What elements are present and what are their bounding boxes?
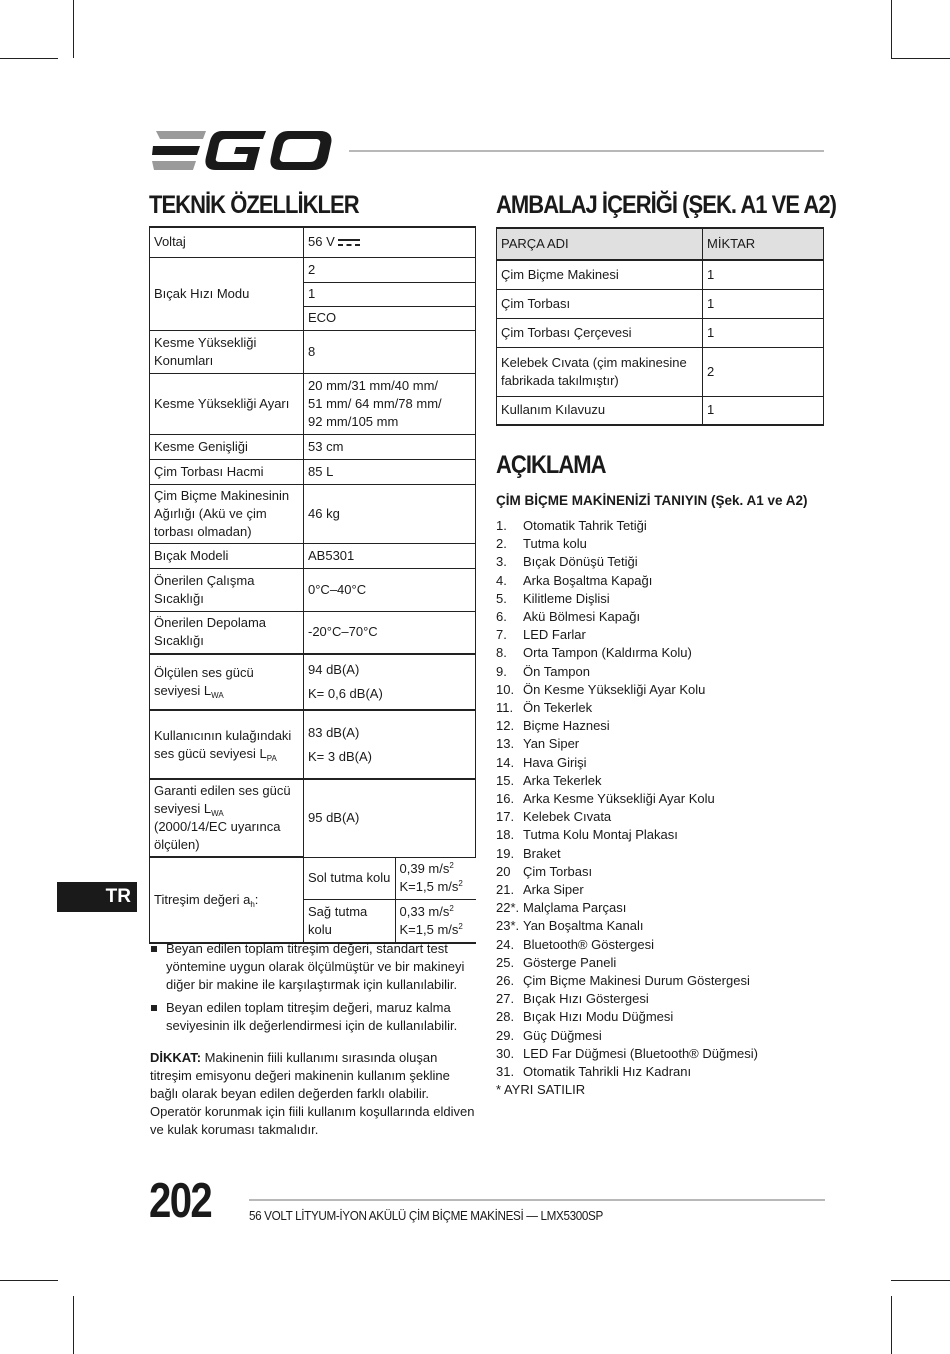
crop-mark [0, 58, 58, 59]
list-item: 22*. Malçlama Parçası [496, 900, 627, 916]
cut-height-positions-label: Kesme Yüksekliği Konumları [150, 330, 304, 373]
language-tab: TR [57, 882, 137, 912]
storage-temp-label: Önerilen Depolama Sıcaklığı [150, 611, 304, 654]
list-item: 23*. Yan Boşaltma Kanalı [496, 918, 644, 934]
list-item: 13. Yan Siper [496, 736, 580, 752]
cut-height-setting-label: Kesme Yüksekliği Ayarı [150, 373, 304, 434]
warning-text: Makinenin fiili kullanımı sırasında oluşan titreşim emisyonu değeri makinenin kullanım şekline bağlı olarak beyan edilen değerden farklı olabilir. Operatör korunmak için fiili kullanım koşullarında eldiven ve kulak koruması takmalıdır. [150, 1050, 475, 1137]
package-item-qty: 1 [703, 318, 824, 347]
package-item-name: Kullanım Kılavuzu [497, 396, 703, 425]
package-item-qty: 1 [703, 260, 824, 289]
list-item: 25. Gösterge Paneli [496, 954, 617, 970]
list-item: 16. Arka Kesme Yüksekliği Ayar Kolu [496, 791, 715, 807]
sold-separately-note: * AYRI SATILIR [496, 1082, 586, 1098]
table-row [497, 318, 824, 347]
specs-title: TEKNİK ÖZELLİKLER [149, 191, 359, 219]
list-item: 17. Kelebek Cıvata [496, 809, 612, 825]
list-item: 10. Ön Kesme Yüksekliği Ayar Kolu [496, 681, 706, 697]
cut-height-setting-value: 20 mm/31 mm/40 mm/ 51 mm/ 64 mm/78 mm/ 92 mm/105 mm [304, 373, 476, 434]
package-item-name: Kelebek Cıvata (çim makinesine fabrikada takılmıştır) [497, 347, 703, 396]
crop-mark [0, 1280, 58, 1281]
voltage-value: 56 V [304, 227, 476, 257]
measured-sound-label: Ölçülen ses gücü seviyesi $L_{WA}$ [150, 654, 304, 710]
crop-mark [73, 0, 74, 58]
footer-rule [249, 1199, 825, 1201]
blade-model-value: AB5301 [304, 543, 476, 568]
list-item: 12. Biçme Haznesi [496, 718, 610, 734]
package-table [496, 227, 824, 426]
bullet-item: Beyan edilen toplam titreşim değeri, standart test yöntemine uygun olarak ölçülmüştür ve bir makineyi diğer bir makine ile karşılaştırmak için kullanılabilir. [150, 940, 480, 994]
table-row [497, 396, 824, 425]
package-col-part: PARÇA ADI [497, 228, 703, 260]
parts-list [496, 517, 826, 1100]
crop-mark [891, 58, 950, 59]
list-item: 21. Arka Siper [496, 882, 584, 898]
list-item: 29. Güç Düğmesi [496, 1027, 602, 1043]
list-item: 14. Hava Girişi [496, 754, 587, 770]
list-item: 19. Braket [496, 845, 561, 861]
bullet-list [150, 940, 480, 1040]
list-item: 30. LED Far Düğmesi (Bluetooth® Düğmesi) [496, 1045, 758, 1061]
table-row [497, 289, 824, 318]
blade-speed-value: 1 [304, 282, 476, 306]
page-number: 202 [149, 1174, 212, 1228]
table-row [497, 347, 824, 396]
vibration-left-label: Sol tutma kolu [304, 858, 395, 900]
list-item: 4. Arka Boşaltma Kapağı [496, 572, 653, 588]
list-item: 11. Ön Tekerlek [496, 700, 593, 716]
warning-title: DİKKAT: [150, 1050, 202, 1065]
crop-mark [73, 1296, 74, 1354]
cut-height-positions-value: 8 [304, 330, 476, 373]
bullet-square-icon [151, 1005, 157, 1011]
footer-text: 56 VOLT LİTYUM-İYON AKÜLÜ ÇİM BİÇME MAKİNESİ — LMX5300SP [249, 1208, 603, 1223]
vibration-values [304, 857, 476, 943]
list-item: 27. Bıçak Hızı Göstergesi [496, 991, 649, 1007]
crop-mark [891, 1296, 892, 1354]
list-item: 20 Çim Torbası [496, 863, 593, 879]
weight-value: 46 kg [304, 484, 476, 543]
package-title: AMBALAJ İÇERİĞİ (ŞEK. A1 VE A2) [496, 191, 836, 219]
vibration-left-value: 0,39 $m/s^2$ K=1,5 $m/s^2$ [395, 858, 476, 900]
operator-sound-value: 83 dB(A) K= 3 dB(A) [304, 710, 476, 779]
table-row [497, 260, 824, 289]
storage-temp-value: -20°C–70°C [304, 611, 476, 654]
vibration-label: Titreşim değeri $a_h$: [150, 857, 304, 943]
list-item: 18. Tutma Kolu Montaj Plakası [496, 827, 678, 843]
package-item-qty: 1 [703, 396, 824, 425]
package-item-name: Çim Torbası [497, 289, 703, 318]
description-title: AÇIKLAMA [496, 451, 606, 479]
ego-logo [150, 131, 332, 171]
list-item: 28. Bıçak Hızı Modu Düğmesi [496, 1009, 674, 1025]
list-item: 31. Otomatik Tahrikli Hız Kadranı [496, 1064, 692, 1080]
list-item: 6. Akü Bölmesi Kapağı [496, 609, 641, 625]
operator-sound-label: Kullanıcının kulağındaki ses gücü seviyesi $L_{PA}$ [150, 710, 304, 779]
package-item-qty: 1 [703, 289, 824, 318]
blade-speed-label: Bıçak Hızı Modu [150, 257, 304, 330]
list-item: 5. Kilitleme Dişlisi [496, 590, 610, 606]
description-subtitle: ÇİM BİÇME MAKİNENİZİ TANIYIN (Şek. A1 ve A2) [496, 493, 808, 508]
bag-volume-label: Çim Torbası Hacmi [150, 459, 304, 484]
list-item: 7. LED Farlar [496, 627, 586, 643]
bag-volume-value: 85 L [304, 459, 476, 484]
blade-speed-value: ECO [304, 306, 476, 330]
bullet-square-icon [151, 946, 157, 952]
cut-width-label: Kesme Genişliği [150, 434, 304, 459]
voltage-label: Voltaj [150, 227, 304, 257]
op-temp-label: Önerilen Çalışma Sıcaklığı [150, 568, 304, 611]
crop-mark [891, 1280, 950, 1281]
package-col-qty: MİKTAR [703, 228, 824, 260]
list-item: 9. Ön Tampon [496, 663, 590, 679]
crop-mark [891, 0, 892, 58]
measured-sound-value: 94 dB(A) K= 0,6 dB(A) [304, 654, 476, 710]
cut-width-value: 53 cm [304, 434, 476, 459]
blade-model-label: Bıçak Modeli [150, 543, 304, 568]
blade-speed-value: 2 [304, 257, 476, 282]
list-item: 3. Bıçak Dönüşü Tetiği [496, 554, 638, 570]
vibration-right-label: Sağ tutma kolu [304, 900, 395, 942]
list-item: 26. Çim Biçme Makinesi Durum Göstergesi [496, 973, 750, 989]
guaranteed-sound-label: Garanti edilen ses gücü seviyesi $L_{WA}$ (2000/14/EC uyarınca ölçülen) [150, 779, 304, 857]
weight-label: Çim Biçme Makinesinin Ağırlığı (Akü ve çim torbası olmadan) [150, 484, 304, 543]
list-item: 15. Arka Tekerlek [496, 772, 602, 788]
op-temp-value: 0°C–40°C [304, 568, 476, 611]
bullet-item: Beyan edilen toplam titreşim değeri, maruz kalma seviyesinin ilk değerlendirmesi için de kullanılabilir. [150, 999, 480, 1035]
specs-table [149, 226, 476, 944]
header-rule [349, 150, 824, 152]
list-item: 24. Bluetooth® Göstergesi [496, 936, 654, 952]
package-item-qty: 2 [703, 347, 824, 396]
vibration-right-value: 0,33 $m/s^2$ K=1,5 $m/s^2$ [395, 900, 476, 942]
dc-current-icon [338, 238, 360, 247]
package-item-name: Çim Biçme Makinesi [497, 260, 703, 289]
guaranteed-sound-value: 95 dB(A) [304, 779, 476, 857]
package-item-name: Çim Torbası Çerçevesi [497, 318, 703, 347]
list-item: 2. Tutma kolu [496, 536, 587, 552]
warning-note [150, 1049, 480, 1139]
list-item: 1. Otomatik Tahrik Tetiği [496, 518, 647, 533]
list-item: 8. Orta Tampon (Kaldırma Kolu) [496, 645, 692, 661]
